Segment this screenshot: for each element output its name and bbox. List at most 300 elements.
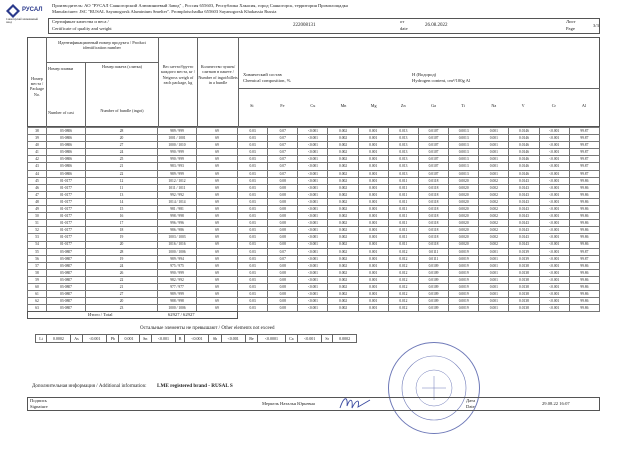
table-cell: 27 [86, 291, 158, 298]
table-cell: 0.012 [388, 305, 418, 312]
table-cell: 975 / 975 [158, 262, 197, 269]
table-cell: 0.0020 [449, 220, 479, 227]
table-cell: 69 [197, 128, 238, 135]
element-symbol: Sb [209, 335, 221, 343]
table-cell: 0.0019 [449, 305, 479, 312]
table-cell: 0.013 [388, 128, 418, 135]
table-cell: 42 [28, 156, 47, 163]
element-symbol: Li [36, 335, 47, 343]
table-cell: 01-0177 [47, 177, 86, 184]
sheet-value: 3/3 [593, 23, 599, 28]
table-cell: 0.08 [268, 213, 298, 220]
table-cell: 0.07 [268, 156, 298, 163]
table-cell: 99.87 [569, 163, 599, 170]
table-row [28, 220, 600, 227]
table-cell: 61 [28, 291, 47, 298]
table-cell: 0.001 [479, 269, 509, 276]
table-row [28, 149, 600, 156]
table-cell: 0.0013 [449, 156, 479, 163]
table-cell: 996 / 996 [158, 220, 197, 227]
table-cell: 0.0118 [418, 241, 448, 248]
table-cell: 0.001 [479, 255, 509, 262]
table-cell: 03-0806 [47, 170, 86, 177]
table-cell: 0.001 [358, 128, 388, 135]
col-bundle-no: Номер пакета (слитка) [102, 64, 142, 69]
element-header-na: Na [491, 103, 497, 108]
table-cell: 0.03 [238, 213, 268, 220]
table-cell: 998 / 998 [158, 213, 197, 220]
table-cell: 99.86 [569, 305, 599, 312]
table-cell: 0.03 [238, 241, 268, 248]
table-cell: 1001 / 1001 [158, 135, 197, 142]
table-cell: 0.002 [328, 142, 358, 149]
table-cell: 0.001 [479, 276, 509, 283]
table-cell: 0.001 [358, 284, 388, 291]
table-cell: 977 / 977 [158, 284, 197, 291]
table-cell: 0.08 [268, 177, 298, 184]
table-cell: 69 [197, 213, 238, 220]
table-cell: 0.0111 [418, 248, 448, 255]
table-cell: 01-0177 [47, 184, 86, 191]
table-cell: 03-0807 [47, 291, 86, 298]
cert-date: 26.08.2022 [425, 23, 448, 28]
table-cell: <0.001 [298, 170, 328, 177]
logo-text: РУСАЛ [22, 7, 43, 13]
table-cell: 0.001 [479, 163, 509, 170]
table-cell: 0.0019 [449, 262, 479, 269]
table-cell: 99.86 [569, 184, 599, 191]
table-cell: <0.001 [539, 248, 569, 255]
table-cell: <0.001 [539, 198, 569, 205]
table-cell: 0.012 [388, 291, 418, 298]
table-cell: 0.011 [388, 234, 418, 241]
table-row [28, 284, 600, 291]
table-cell: 0.0013 [449, 142, 479, 149]
chem-ru: Химический состав [243, 72, 282, 77]
table-cell: 99.87 [569, 248, 599, 255]
table-cell: 45 [28, 177, 47, 184]
table-cell: 69 [197, 170, 238, 177]
hydrogen-ru: Н (Водород) [412, 72, 437, 77]
element-header-cu: Cu [310, 103, 316, 108]
table-cell: 0.002 [328, 177, 358, 184]
table-cell: 982 / 992 [158, 276, 197, 283]
table-row [28, 135, 600, 142]
table-cell: 26 [86, 269, 158, 276]
table-cell: 0.0118 [418, 227, 448, 234]
table-cell: 0.001 [358, 298, 388, 305]
table-cell: 0.002 [328, 284, 358, 291]
table-cell: 0.0143 [509, 184, 539, 191]
table-cell: 0.012 [388, 276, 418, 283]
table-cell: <0.001 [298, 284, 328, 291]
table-cell: 0.013 [388, 135, 418, 142]
table-cell: 99.87 [569, 170, 599, 177]
total-row [27, 311, 238, 319]
table-cell: 99.86 [569, 234, 599, 241]
table-cell: 0.03 [238, 234, 268, 241]
element-symbol: As [70, 335, 83, 343]
table-cell: 0.0107 [418, 156, 448, 163]
table-row [28, 191, 600, 198]
table-cell: 0.0020 [449, 184, 479, 191]
table-cell: 0.001 [479, 170, 509, 177]
table-cell: <0.001 [539, 227, 569, 234]
table-cell: 0.0109 [418, 284, 448, 291]
table-row [28, 156, 600, 163]
table-cell: 0.08 [268, 220, 298, 227]
table-cell: 0.002 [479, 206, 509, 213]
table-cell: 0.013 [388, 156, 418, 163]
table-cell: <0.001 [539, 142, 569, 149]
table-cell: 0.0107 [418, 142, 448, 149]
table-cell: <0.001 [539, 234, 569, 241]
from-en: date [400, 26, 408, 31]
table-cell: 0.0143 [509, 191, 539, 198]
table-cell: 0.03 [238, 298, 268, 305]
table-cell: 0.0143 [509, 227, 539, 234]
col-bundle-en: Number of bundle (ingot) [100, 108, 144, 113]
table-cell: 0.013 [388, 149, 418, 156]
element-value: <0.001 [298, 335, 322, 343]
table-cell: 0.0020 [449, 234, 479, 241]
table-cell: 0.08 [268, 191, 298, 198]
table-cell: 0.002 [328, 255, 358, 262]
table-cell: 0.002 [328, 220, 358, 227]
table-cell: 0.002 [328, 298, 358, 305]
table-cell: <0.001 [298, 142, 328, 149]
table-cell: 69 [197, 156, 238, 163]
table-cell: 0.001 [358, 213, 388, 220]
table-cell: 0.0143 [509, 234, 539, 241]
table-cell: 03-0807 [47, 305, 86, 312]
table-cell: <0.001 [539, 284, 569, 291]
table-cell: 43 [28, 163, 47, 170]
table-cell: <0.001 [298, 255, 328, 262]
signature-en: Signature [30, 404, 48, 409]
element-symbol: Sr [322, 335, 333, 343]
table-row [28, 198, 600, 205]
element-header-mn: Mn [340, 103, 347, 108]
table-cell: 69 [197, 305, 238, 312]
table-row [28, 163, 600, 170]
table-cell: <0.001 [298, 156, 328, 163]
table-cell: 1016 / 1016 [158, 241, 197, 248]
table-cell: 0.0107 [418, 135, 448, 142]
table-cell: 0.002 [328, 191, 358, 198]
table-cell: 57 [28, 262, 47, 269]
table-cell: 03-0807 [47, 284, 86, 291]
table-cell: 0.0146 [509, 149, 539, 156]
table-cell: <0.001 [298, 213, 328, 220]
table-cell: 28 [86, 248, 158, 255]
table-cell: 99.86 [569, 284, 599, 291]
table-cell: 23 [86, 305, 158, 312]
table-cell: 0.07 [268, 248, 298, 255]
element-symbol: Be [245, 335, 258, 343]
table-cell: 69 [197, 227, 238, 234]
table-cell: 0.001 [479, 305, 509, 312]
table-cell: 0.002 [328, 262, 358, 269]
table-cell: 0.0109 [418, 305, 448, 312]
table-cell: 0.002 [328, 149, 358, 156]
table-cell: 0.03 [238, 262, 268, 269]
table-cell: 0.011 [388, 227, 418, 234]
table-cell: 99.86 [569, 291, 599, 298]
table-cell: 0.03 [238, 255, 268, 262]
table-cell: 0.08 [268, 262, 298, 269]
table-cell: 0.0020 [449, 198, 479, 205]
table-cell: 0.002 [328, 213, 358, 220]
cert-label-ru: Сертификат качества и веса / [52, 19, 109, 24]
chem-en: Chemical composition, % [243, 78, 291, 83]
table-row [28, 255, 600, 262]
table-cell: 01-0177 [47, 220, 86, 227]
table-cell: 0.08 [268, 276, 298, 283]
hydrogen-en: Hydrogen content, cm³/100g Al [412, 78, 471, 83]
element-header-al: Al [581, 103, 587, 108]
table-cell: 0.001 [479, 262, 509, 269]
table-row [28, 241, 600, 248]
table-cell: 0.012 [388, 248, 418, 255]
signer-name: Меркель Наталья Юрьевна [262, 401, 315, 406]
table-cell: 99.87 [569, 255, 599, 262]
table-row [28, 248, 600, 255]
table-cell: <0.001 [539, 241, 569, 248]
table-cell: 0.03 [238, 198, 268, 205]
table-cell: 0.0146 [509, 156, 539, 163]
table-cell: <0.001 [298, 241, 328, 248]
table-cell: 0.001 [358, 177, 388, 184]
table-cell: 51 [28, 220, 47, 227]
table-cell: 0.001 [358, 291, 388, 298]
table-cell: 0.002 [328, 241, 358, 248]
table-cell: 0.0143 [509, 220, 539, 227]
table-cell: 99.86 [569, 198, 599, 205]
table-cell: 0.0109 [418, 269, 448, 276]
table-cell: 0.011 [388, 220, 418, 227]
table-cell: 989 / 999 [158, 128, 197, 135]
table-cell: 0.0019 [449, 269, 479, 276]
table-cell: 03-0807 [47, 262, 86, 269]
table-cell: 0.0020 [449, 241, 479, 248]
quality-stamp [388, 342, 480, 434]
table-cell: <0.001 [539, 291, 569, 298]
table-cell: 0.03 [238, 149, 268, 156]
table-cell: 69 [197, 255, 238, 262]
table-cell: 1011 / 1011 [158, 184, 197, 191]
element-symbol: Sn [139, 335, 151, 343]
sheet-ru: Лист [566, 19, 576, 24]
table-cell: 0.03 [238, 269, 268, 276]
table-cell: 0.0020 [449, 177, 479, 184]
table-cell: 69 [197, 241, 238, 248]
table-cell: 0.0020 [449, 227, 479, 234]
col-ingots: Количество чушек/слитков в пакете / Number of ingot/billets in a bundle [198, 64, 238, 86]
element-headers [238, 104, 600, 114]
table-cell: <0.001 [298, 227, 328, 234]
table-cell: 0.0107 [418, 149, 448, 156]
element-symbol: Ca [285, 335, 298, 343]
table-cell: 0.001 [479, 128, 509, 135]
table-cell: 19 [86, 234, 158, 241]
table-cell: 12 [86, 177, 158, 184]
table-cell: 0.0019 [449, 291, 479, 298]
table-cell: 52 [28, 227, 47, 234]
date-en: Date [466, 404, 475, 409]
table-cell: 21 [86, 284, 158, 291]
table-cell: 19 [86, 255, 158, 262]
table-cell: 27 [86, 142, 158, 149]
table-cell: 0.001 [479, 135, 509, 142]
table-cell: 0.0118 [418, 198, 448, 205]
table-cell: 69 [197, 142, 238, 149]
table-cell: 0.002 [479, 184, 509, 191]
table-cell: 0.03 [238, 305, 268, 312]
element-value: 0.001 [119, 335, 139, 343]
table-cell: 0.002 [328, 135, 358, 142]
table-cell: 0.0146 [509, 142, 539, 149]
table-row [28, 213, 600, 220]
table-cell: <0.001 [298, 177, 328, 184]
table-cell: 16 [86, 213, 158, 220]
table-cell: <0.001 [539, 191, 569, 198]
table-cell: 0.0019 [449, 248, 479, 255]
table-cell: <0.001 [298, 184, 328, 191]
table-cell: <0.001 [298, 305, 328, 312]
table-cell: 69 [197, 284, 238, 291]
table-cell: 0.001 [358, 156, 388, 163]
table-cell: 01-0177 [47, 198, 86, 205]
table-cell: 0.001 [358, 262, 388, 269]
table-cell: 99.86 [569, 213, 599, 220]
table-cell: 0.002 [328, 269, 358, 276]
table-cell: 0.0138 [509, 269, 539, 276]
table-cell: <0.001 [539, 135, 569, 142]
table-cell: 0.0146 [509, 135, 539, 142]
manufacturer-en: Manufacturer: JSC "RUSAL Sayanogorsk Aluminium Smelter". Promplotschadka 655603 Sayanogorsk Khakassia Russia [52, 9, 277, 14]
table-cell: 1000 / 1010 [158, 142, 197, 149]
element-value: 0.0002 [47, 335, 71, 343]
table-cell: 0.002 [328, 291, 358, 298]
table-cell: 53 [28, 234, 47, 241]
table-cell: 0.001 [358, 142, 388, 149]
table-cell: 0.0013 [449, 135, 479, 142]
table-cell: 0.002 [328, 276, 358, 283]
table-cell: 0.0118 [418, 234, 448, 241]
table-cell: 99.87 [569, 135, 599, 142]
table-cell: 13 [86, 191, 158, 198]
additional-info-label: Дополнительная информация / Additional information: [32, 384, 147, 389]
table-cell: 0.08 [268, 269, 298, 276]
table-cell: 0.001 [358, 184, 388, 191]
table-cell: 0.011 [388, 191, 418, 198]
from-ru: от [400, 19, 405, 24]
total-value: 62927 / 62927 [168, 312, 195, 317]
table-cell: 0.002 [479, 220, 509, 227]
table-cell: 0.001 [479, 298, 509, 305]
table-cell: 58 [28, 269, 47, 276]
element-header-ti: Ti [461, 103, 465, 108]
table-cell: 0.001 [358, 163, 388, 170]
table-cell: 0.0109 [418, 276, 448, 283]
table-cell: 20 [86, 298, 158, 305]
table-cell: 69 [197, 198, 238, 205]
table-cell: 99.86 [569, 269, 599, 276]
table-row [28, 184, 600, 191]
table-cell: 0.07 [268, 149, 298, 156]
table-cell: 03-0807 [47, 269, 86, 276]
table-cell: 69 [197, 191, 238, 198]
table-cell: 0.0138 [509, 284, 539, 291]
table-cell: 0.0109 [418, 298, 448, 305]
table-cell: <0.001 [539, 163, 569, 170]
table-cell: 0.03 [238, 227, 268, 234]
table-cell: 0.0111 [418, 255, 448, 262]
table-cell: 99.86 [569, 298, 599, 305]
element-header-cr: Cr [551, 103, 556, 108]
table-cell: <0.001 [539, 170, 569, 177]
table-cell: 0.012 [388, 262, 418, 269]
table-cell: 0.0146 [509, 128, 539, 135]
table-cell: 03-0807 [47, 255, 86, 262]
table-cell: 0.08 [268, 291, 298, 298]
table-cell: 0.03 [238, 135, 268, 142]
table-cell: 0.012 [388, 255, 418, 262]
table-cell: 60 [28, 284, 47, 291]
table-cell: <0.001 [539, 276, 569, 283]
table-cell: 0.012 [388, 284, 418, 291]
table-cell: 99.86 [569, 262, 599, 269]
table-cell: 0.0019 [449, 284, 479, 291]
table-cell: 0.002 [328, 227, 358, 234]
table-cell: 0.03 [238, 128, 268, 135]
table-cell: 0.002 [328, 128, 358, 135]
table-cell: 01-0177 [47, 241, 86, 248]
table-cell: <0.001 [539, 184, 569, 191]
table-cell: 69 [197, 184, 238, 191]
table-cell: 990 / 999 [158, 149, 197, 156]
table-cell: 0.002 [328, 248, 358, 255]
table-cell: 69 [197, 262, 238, 269]
table-row [28, 269, 600, 276]
table-cell: 69 [197, 135, 238, 142]
table-cell: 54 [28, 241, 47, 248]
table-cell: 989 / 994 [158, 255, 197, 262]
table-cell: 18 [86, 227, 158, 234]
table-cell: 46 [28, 184, 47, 191]
table-cell: 99.86 [569, 191, 599, 198]
table-cell: 0.001 [358, 269, 388, 276]
element-value: <0.001 [83, 335, 107, 343]
table-cell: 0.0109 [418, 262, 448, 269]
col-weight: Вес нетто/брутто каждого места, кг / Netgross weigh of each package, kg [161, 64, 195, 86]
table-cell: 41 [28, 149, 47, 156]
table-cell: 03-0806 [47, 163, 86, 170]
table-cell: <0.001 [298, 234, 328, 241]
table-cell: <0.001 [539, 298, 569, 305]
table-cell: <0.001 [298, 220, 328, 227]
table-cell: 03-0807 [47, 248, 86, 255]
table-cell: 99.86 [569, 177, 599, 184]
table-cell: 0.012 [388, 269, 418, 276]
table-cell: 0.0146 [509, 170, 539, 177]
col-cast-ru: Номер плавки [48, 66, 74, 71]
table-cell: 0.03 [238, 184, 268, 191]
table-cell: 0.001 [358, 255, 388, 262]
table-cell: 39 [28, 135, 47, 142]
table-cell: 0.08 [268, 227, 298, 234]
